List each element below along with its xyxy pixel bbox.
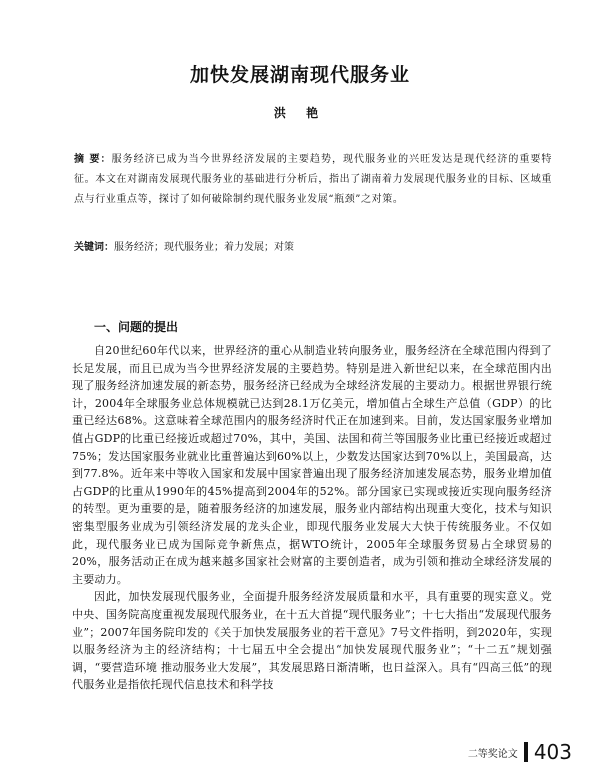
keywords-text: 服务经济；现代服务业；着力发展；对策 [114,242,294,253]
footer-journal-label: 二等奖论文 [467,749,518,760]
body-paragraph: 自20世纪60年代以来，世界经济的重心从制造业转向服务业，服务经济在全球范围内得到了长足发展，而且已成为当今世界经济发展的主要趋势。特别是进入新世纪以来，在全球范围内出现了服务经济加速发展的新态势，服务经济已经成为全球经济发展的主要动力。根据世界银行统计，2004年全球服务业总体规模就已达到28.1万亿美元，增加值占全球生产总值（GDP）的比重已经达68%。这意味着全球范围内的服务经济时代正在加速到来。目前，发达国家服务业增加值占GDP的比重已经接近或超过70%，其中，美国、法国和荷兰等国服务业比重已经接近或超过75%；发达国家服务业就业比重普遍达到60%以上，少数发达国家达到70%以上，美国最高，达到77.8%。近年来中等收入国家和发展中国家普遍出现了服务经济加速发展态势，服务业增加值占GDP的比重从1990年的45%提高到2004年的52%。部分国家已实现或接近实现向服务经济的转型。更为重要的是，随着服务经济的加速发展，服务业内部结构出现重大变化，技术与知识密集型服务业成为引领经济发展的龙头企业，即现代服务业发展大大快于传统服务业。不仅如此，现代服务业已成为国际竞争新焦点，据WTO统计，2005年全球服务贸易占全球贸易的20%，服务活动正在成为越来越多国家社会财富的主要创造者，成为引领和推动全球经济发展的主要动力。 [72,344,552,586]
page-footer [468,740,572,762]
abstract-label: 摘 要： [74,154,112,165]
author-name: 洪 艳 [273,106,327,120]
abstract [74,150,552,210]
body-paragraph: 因此，加快发展现代服务业，全面提升服务经济发展质量和水平，具有重要的现实意义。党中央、国务院高度重视发展现代服务业，在十五大首提“现代服务业”；十七大指出“发展现代服务业”；2007年国务院印发的《关于加快发展服务业的若干意见》7号文件指明，到2020年，实现以服务经济为主的经济结构；十七届五中全会提出“加快发展现代服务业”；“十二五”规划强调，“要营造环境 推动服务业大发展”，其发展思路日渐清晰，也日益深入。具有“四高三低”的现代服务业是指依托现代信息技术和科学技 [72,590,552,692]
page-number: 403 [533,740,572,764]
abstract-text: 服务经济已成为当今世界经济发展的主要趋势，现代服务业的兴旺发达是现代经济的重要特征。本文在对湖南发展现代服务业的基础进行分析后，指出了湖南着力发展现代服务业的目标、区域重点与行业重点等，探讨了如何破除制约现代服务业发展“瓶颈”之对策。 [74,154,553,205]
body-text [72,342,552,694]
section-heading: 一、问题的提出 [94,320,179,334]
keywords [74,238,552,258]
footer-divider [524,742,528,762]
paper-title: 加快发展湖南现代服务业 [189,64,410,86]
keywords-label: 关键词： [74,242,114,253]
